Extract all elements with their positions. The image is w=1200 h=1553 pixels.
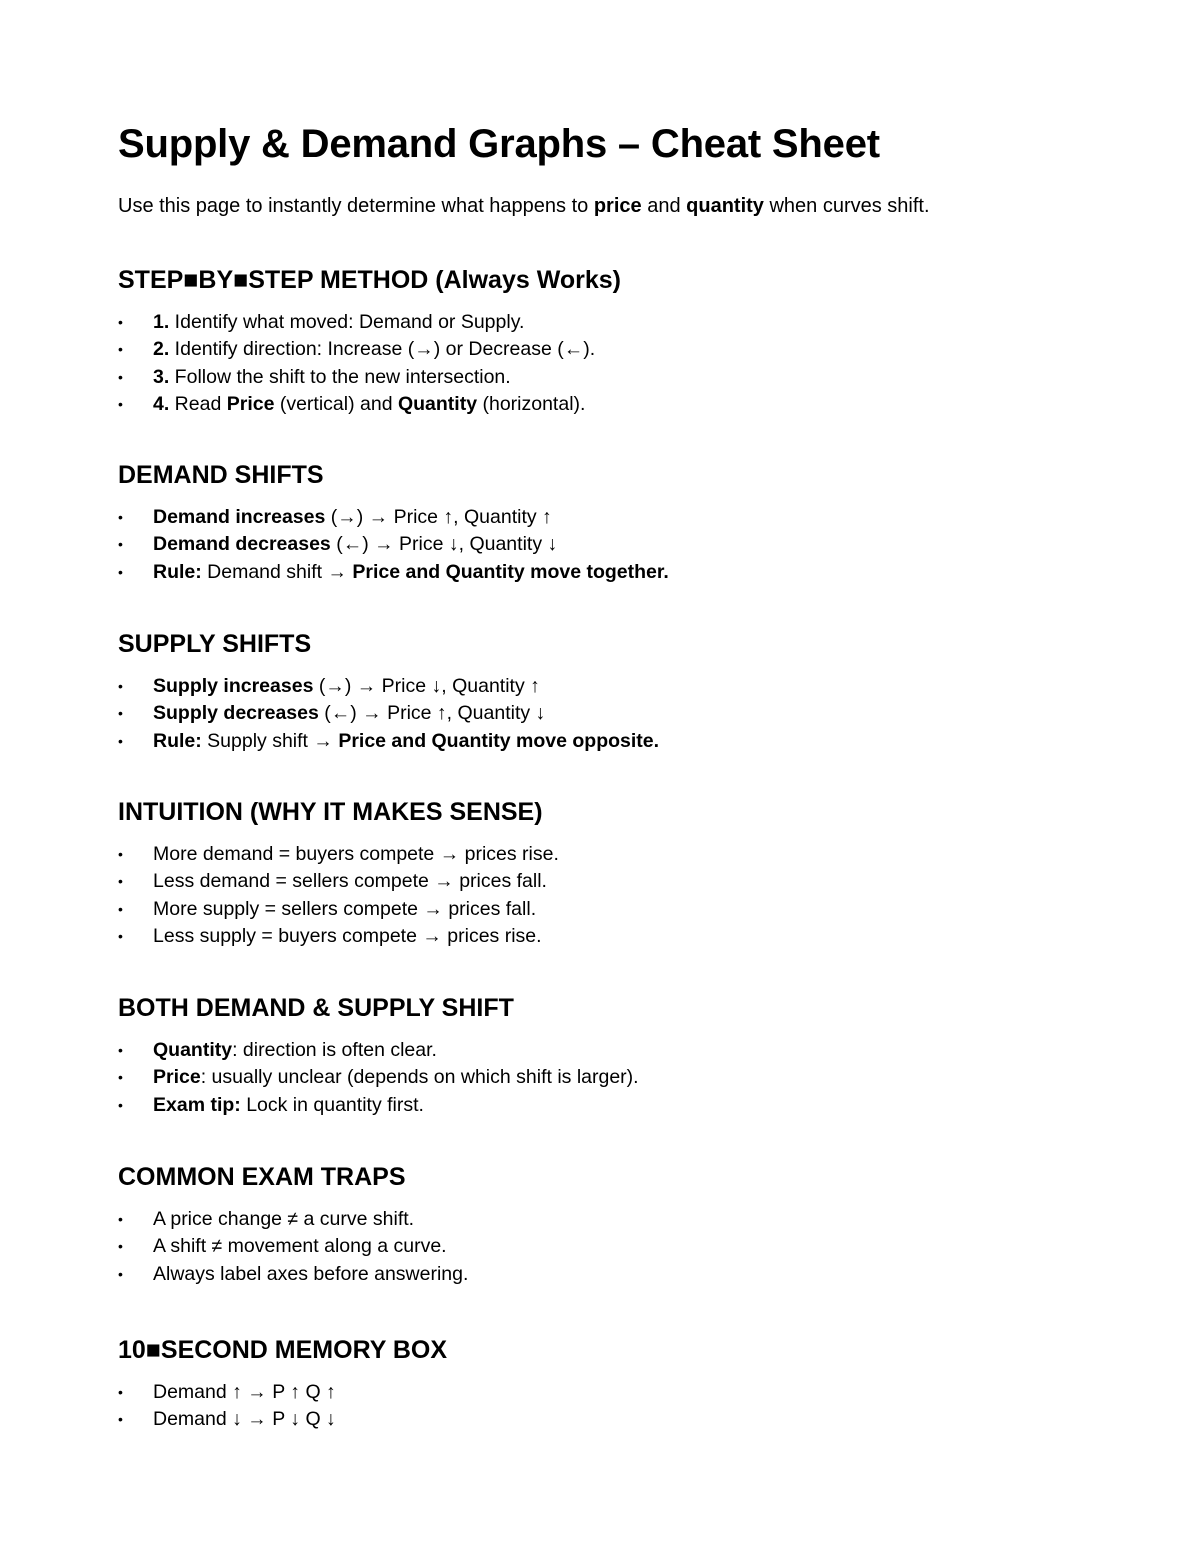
item-text: : direction is often clear. (232, 1039, 437, 1061)
item-bold-text: Rule: (153, 560, 202, 583)
bullet-icon: • (118, 536, 123, 553)
item-text: Demand ↑ → P ↑ Q ↑ (153, 1381, 336, 1403)
item-bold-text: 4. (153, 392, 170, 415)
section-supply-shifts (118, 629, 1098, 755)
list-item (118, 728, 1098, 755)
section-memory-box (118, 1335, 1098, 1434)
item-text: A price change ≠ a curve shift. (153, 1208, 415, 1230)
bullet-list (118, 1206, 1098, 1288)
bullet-icon: • (118, 341, 123, 358)
list-item (118, 673, 1098, 700)
list-item (118, 700, 1098, 727)
bullet-list (118, 1037, 1098, 1119)
bullet-icon: • (118, 1411, 123, 1428)
page-title: Supply & Demand Graphs – Cheat Sheet (118, 122, 880, 166)
item-bold-text: Price (153, 1066, 201, 1089)
item-bold-text: 3. (153, 365, 170, 388)
item-text: Read (169, 392, 227, 415)
bullet-icon: • (118, 678, 123, 694)
intro-text: when curves shift. (763, 195, 930, 217)
bullet-icon: • (118, 1384, 123, 1400)
list-item (118, 309, 1098, 336)
item-bold-text: Quantity (397, 392, 478, 415)
bullet-list (118, 841, 1098, 950)
list-item (118, 1233, 1098, 1260)
item-text: Lock in quantity first. (240, 1093, 424, 1116)
item-text: Supply shift → (201, 729, 339, 752)
document-page (118, 120, 1098, 218)
item-bold-text: Price (226, 392, 275, 415)
list-item (118, 1406, 1098, 1433)
bullet-icon: • (118, 1238, 123, 1255)
item-text: A shift ≠ movement along a curve. (153, 1235, 447, 1258)
item-bold-text: Supply decreases (153, 702, 319, 725)
bullet-icon: • (118, 705, 123, 722)
list-item (118, 531, 1098, 558)
item-text: Identify direction: Increase (→) or Decrease (←). (169, 338, 596, 361)
bullet-icon: • (118, 873, 123, 890)
item-bold-text: Price and Quantity move together. (352, 560, 669, 583)
section-heading: COMMON EXAM TRAPS (118, 1163, 406, 1191)
item-text: Identify what moved: Demand or Supply. (169, 311, 525, 333)
section-heading: SUPPLY SHIFTS (118, 630, 312, 658)
bullet-list (118, 504, 1098, 586)
item-bold-text: Rule: (153, 729, 202, 752)
list-item (118, 1261, 1098, 1288)
item-text: Always label axes before answering. (153, 1262, 469, 1285)
section-demand-shifts (118, 460, 1098, 586)
bullet-icon: • (118, 1211, 123, 1227)
item-text: More supply = sellers compete → prices fall. (153, 897, 537, 920)
bullet-icon: • (118, 368, 123, 385)
list-item (118, 1092, 1098, 1119)
item-bold-text: Exam tip: (153, 1093, 241, 1116)
list-item (118, 336, 1098, 363)
item-text: (→) → Price ↑, Quantity ↑ (325, 506, 552, 528)
item-bold-text: Demand increases (153, 506, 326, 528)
bullet-icon: • (118, 1069, 123, 1086)
item-bold-text: Supply increases (153, 675, 314, 697)
section-step-by-step (118, 265, 1098, 418)
item-text: (horizontal). (477, 392, 586, 415)
item-bold-text: Quantity (153, 1039, 233, 1061)
list-item (118, 364, 1098, 391)
list-item (118, 868, 1098, 895)
bullet-list (118, 673, 1098, 755)
item-bold-text: Demand decreases (153, 533, 331, 556)
item-bold-text: Price and Quantity move opposite. (338, 729, 660, 752)
item-bold-text: 2. (153, 338, 170, 361)
bullet-list (118, 1379, 1098, 1434)
item-text: (→) → Price ↓, Quantity ↑ (313, 675, 540, 697)
item-text: Demand shift → (201, 560, 353, 583)
bullet-icon: • (118, 900, 123, 917)
intro-text: and (641, 195, 687, 217)
item-text: Follow the shift to the new intersection. (169, 365, 511, 388)
section-heading: STEP■BY■STEP METHOD (Always Works) (118, 266, 621, 294)
item-text: (vertical) and (274, 392, 398, 415)
section-exam-traps (118, 1162, 1098, 1288)
bullet-icon: • (118, 395, 123, 412)
item-text: Demand ↓ → P ↓ Q ↓ (153, 1408, 336, 1431)
section-heading: DEMAND SHIFTS (118, 461, 324, 489)
bullet-icon: • (118, 1096, 123, 1113)
list-item (118, 896, 1098, 923)
list-item (118, 923, 1098, 950)
intro-text: Use this page to instantly determine what happens to (118, 195, 594, 217)
list-item (118, 1379, 1098, 1406)
bullet-icon: • (118, 509, 123, 525)
list-item (118, 1206, 1098, 1233)
item-text: (←) → Price ↓, Quantity ↓ (330, 533, 558, 556)
intro-bold-quantity: quantity (686, 195, 764, 217)
section-heading: 10■SECOND MEMORY BOX (118, 1336, 448, 1364)
item-text: (←) → Price ↑, Quantity ↓ (318, 702, 546, 725)
section-both-shift (118, 993, 1098, 1119)
item-text: Less demand = sellers compete → prices fall. (153, 870, 547, 893)
list-item (118, 1037, 1098, 1064)
list-item (118, 559, 1098, 586)
intro-paragraph (118, 194, 1098, 218)
section-heading: BOTH DEMAND & SUPPLY SHIFT (118, 994, 514, 1022)
section-heading: INTUITION (WHY IT MAKES SENSE) (118, 798, 543, 826)
bullet-icon: • (118, 927, 123, 944)
section-intuition (118, 797, 1098, 950)
bullet-list (118, 309, 1098, 418)
bullet-icon: • (118, 563, 123, 580)
list-item (118, 504, 1098, 531)
bullet-icon: • (118, 1042, 123, 1058)
intro-bold-price: price (593, 195, 642, 217)
item-text: : usually unclear (depends on which shift is larger). (200, 1066, 639, 1089)
list-item (118, 391, 1098, 418)
item-bold-text: 1. (153, 311, 170, 333)
bullet-icon: • (118, 1265, 123, 1282)
list-item (118, 841, 1098, 868)
bullet-icon: • (118, 732, 123, 749)
item-text: Less supply = buyers compete → prices rise. (153, 924, 542, 947)
bullet-icon: • (118, 314, 123, 330)
item-text: More demand = buyers compete → prices rise. (153, 843, 559, 865)
bullet-icon: • (118, 846, 123, 862)
list-item (118, 1064, 1098, 1091)
